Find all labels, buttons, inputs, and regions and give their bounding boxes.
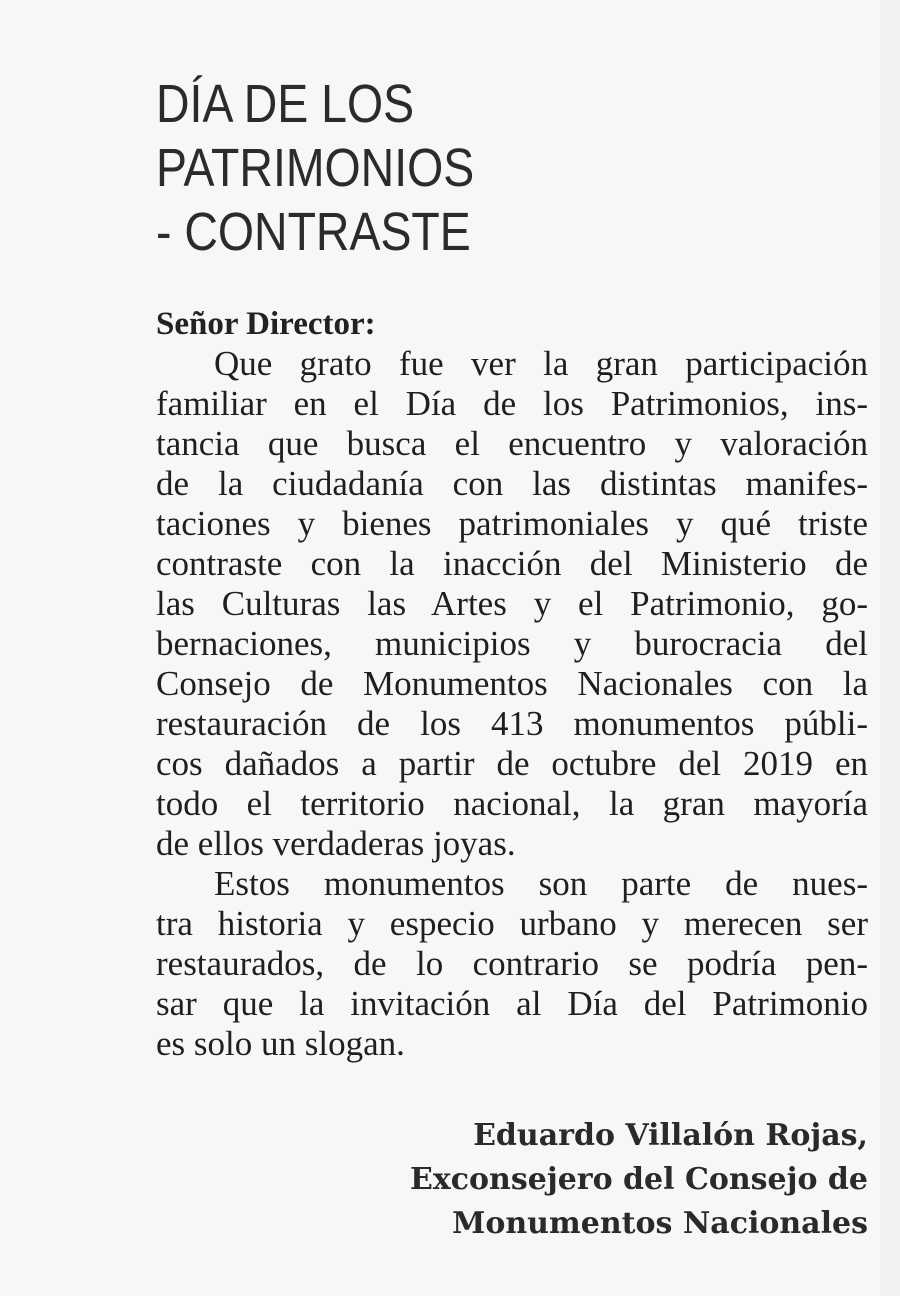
text-line: bernaciones, municipios y burocracia del bbox=[156, 624, 868, 663]
paragraph-1 bbox=[156, 344, 868, 864]
text-line: tancia que busca el encuentro y valoración bbox=[156, 424, 868, 463]
text-line: todo el territorio nacional, la gran mayoría bbox=[156, 784, 868, 823]
text-line: contraste con la inacción del Ministerio de bbox=[156, 544, 868, 583]
signature-title: Monumentos Nacionales bbox=[452, 1206, 868, 1241]
salutation: Señor Director: bbox=[156, 306, 376, 342]
letter-column bbox=[156, 72, 868, 1241]
headline-line: PATRIMONIOS bbox=[156, 138, 475, 198]
text-line: las Culturas las Artes y el Patrimonio, go- bbox=[156, 584, 868, 623]
text-line: cos dañados a partir de octubre del 2019 en bbox=[156, 744, 868, 783]
text-line: Consejo de Monumentos Nacionales con la bbox=[156, 664, 868, 703]
text-line: Estos monumentos son parte de nues- bbox=[214, 864, 868, 903]
text-line: sar que la invitación al Día del Patrimonio bbox=[156, 984, 868, 1023]
signature-title: Exconsejero del Consejo de bbox=[410, 1162, 868, 1197]
text-line: es solo un slogan. bbox=[156, 1024, 405, 1063]
page-gutter bbox=[880, 0, 900, 1296]
text-line: de ellos verdaderas joyas. bbox=[156, 824, 516, 863]
letter-body bbox=[156, 344, 868, 1064]
headline bbox=[156, 72, 569, 264]
signature-name: Eduardo Villalón Rojas, bbox=[473, 1118, 868, 1153]
text-line: de la ciudadanía con las distintas manifes- bbox=[156, 464, 868, 503]
text-line: Que grato fue ver la gran participación bbox=[214, 344, 868, 383]
signature bbox=[410, 1114, 868, 1246]
text-line: tra historia y especio urbano y merecen ser bbox=[156, 904, 868, 943]
text-line: familiar en el Día de los Patrimonios, ins- bbox=[156, 384, 868, 423]
paragraph-2 bbox=[156, 864, 868, 1064]
headline-line: - CONTRASTE bbox=[156, 202, 471, 262]
text-line: taciones y bienes patrimoniales y qué triste bbox=[156, 504, 868, 543]
text-line: restaurados, de lo contrario se podría pen- bbox=[156, 944, 868, 983]
text-line: restauración de los 413 monumentos públi- bbox=[156, 704, 868, 743]
headline-line: DÍA DE LOS bbox=[156, 74, 415, 134]
